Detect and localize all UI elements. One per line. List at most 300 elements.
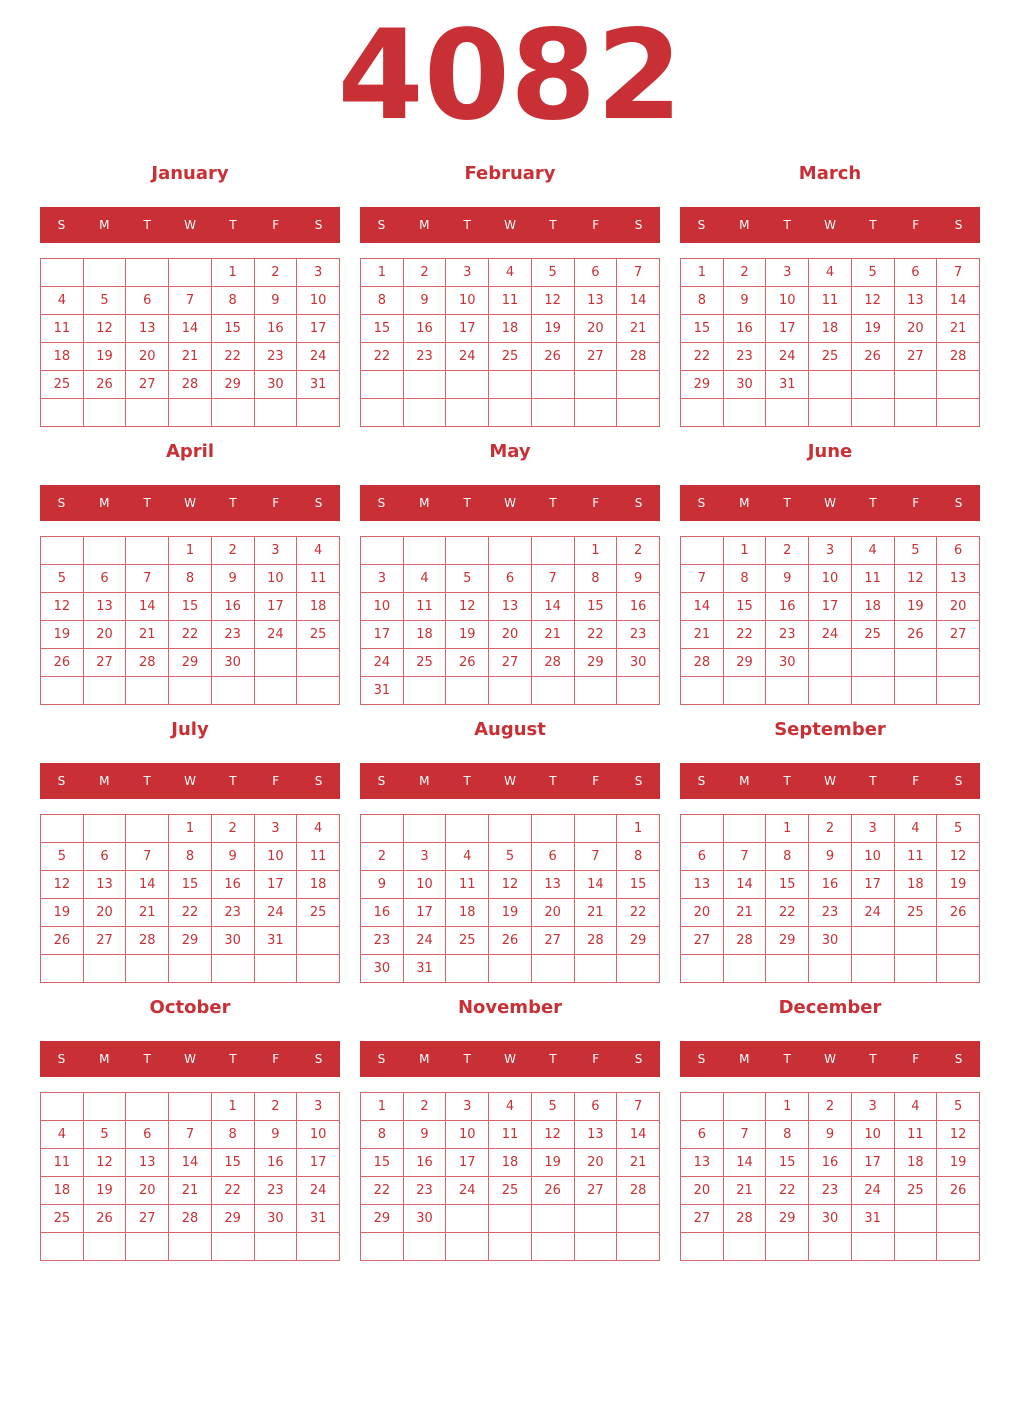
week-row (681, 1177, 980, 1205)
day-cell: 9 (254, 1121, 297, 1149)
week-row (41, 1205, 340, 1233)
day-cell: 19 (937, 871, 980, 899)
day-cell: 26 (531, 343, 574, 371)
day-cell: 25 (41, 371, 84, 399)
day-cell: 20 (83, 899, 126, 927)
day-cell: 8 (681, 287, 724, 315)
empty-day-cell (937, 1205, 980, 1233)
day-cell: 29 (681, 371, 724, 399)
weekday-header (360, 485, 660, 521)
empty-day-cell (254, 955, 297, 983)
day-cell: 17 (446, 1149, 489, 1177)
day-cell: 29 (211, 1205, 254, 1233)
weekday-label: T (143, 774, 151, 788)
day-cell: 8 (361, 287, 404, 315)
day-cell: 12 (446, 593, 489, 621)
day-cell: 20 (681, 899, 724, 927)
day-cell: 11 (41, 315, 84, 343)
day-cell: 29 (169, 649, 212, 677)
weekday-label: S (314, 774, 323, 788)
day-cell: 20 (531, 899, 574, 927)
day-cell: 19 (489, 899, 532, 927)
month-june (680, 438, 980, 716)
day-cell: 23 (766, 621, 809, 649)
day-cell: 21 (574, 899, 617, 927)
day-cell: 7 (531, 565, 574, 593)
day-cell: 14 (723, 1149, 766, 1177)
day-cell: 21 (723, 899, 766, 927)
weekday-label: S (634, 774, 643, 788)
empty-day-cell (723, 1233, 766, 1261)
day-cell: 29 (766, 927, 809, 955)
day-cell: 31 (297, 371, 340, 399)
day-cell: 29 (211, 371, 254, 399)
day-cell: 21 (681, 621, 724, 649)
week-row (361, 1177, 660, 1205)
empty-day-cell (531, 955, 574, 983)
day-cell: 31 (254, 927, 297, 955)
day-cell: 10 (254, 843, 297, 871)
days-table (40, 536, 340, 705)
empty-day-cell (617, 399, 660, 427)
day-cell: 11 (403, 593, 446, 621)
day-cell: 3 (851, 1093, 894, 1121)
day-cell: 27 (83, 927, 126, 955)
day-cell: 5 (41, 565, 84, 593)
month-name: November (457, 997, 563, 1018)
empty-day-cell (297, 399, 340, 427)
day-cell: 5 (83, 1121, 126, 1149)
day-cell: 27 (681, 927, 724, 955)
day-cell: 7 (169, 1121, 212, 1149)
weekday-label: T (229, 218, 237, 232)
month-name: April (165, 441, 215, 462)
weekday-label: F (272, 1052, 280, 1066)
month-october (40, 994, 340, 1272)
weekday-label: W (504, 1052, 516, 1066)
week-row (681, 649, 980, 677)
day-cell: 23 (809, 899, 852, 927)
day-cell: 18 (851, 593, 894, 621)
day-cell: 28 (937, 343, 980, 371)
week-row (361, 287, 660, 315)
empty-day-cell (83, 1233, 126, 1261)
week-row (361, 593, 660, 621)
empty-day-cell (41, 1093, 84, 1121)
day-cell: 31 (403, 955, 446, 983)
empty-day-cell (681, 677, 724, 705)
empty-day-cell (681, 955, 724, 983)
day-cell: 9 (766, 565, 809, 593)
empty-day-cell (83, 677, 126, 705)
weekday-header (40, 207, 340, 243)
day-cell: 6 (574, 259, 617, 287)
day-cell: 13 (126, 1149, 169, 1177)
empty-day-cell (446, 1233, 489, 1261)
day-cell: 9 (211, 565, 254, 593)
day-cell: 15 (361, 315, 404, 343)
day-cell: 21 (126, 899, 169, 927)
day-cell: 10 (446, 287, 489, 315)
day-cell: 20 (574, 315, 617, 343)
weekday-header (40, 1041, 340, 1077)
empty-day-cell (723, 955, 766, 983)
empty-day-cell (83, 1093, 126, 1121)
empty-day-cell (574, 677, 617, 705)
empty-day-cell (446, 371, 489, 399)
week-row (361, 843, 660, 871)
weekday-label: M (739, 496, 750, 510)
day-cell: 9 (403, 1121, 446, 1149)
week-row (41, 1177, 340, 1205)
week-row (41, 1149, 340, 1177)
day-cell: 24 (403, 927, 446, 955)
day-cell: 21 (617, 315, 660, 343)
month-july (40, 716, 340, 994)
day-cell: 15 (211, 1149, 254, 1177)
day-cell: 10 (851, 1121, 894, 1149)
day-cell: 25 (809, 343, 852, 371)
weekday-label: T (229, 1052, 237, 1066)
empty-day-cell (809, 1233, 852, 1261)
empty-day-cell (41, 1233, 84, 1261)
day-cell: 3 (809, 537, 852, 565)
day-cell: 18 (403, 621, 446, 649)
day-cell: 23 (403, 1177, 446, 1205)
week-row (681, 371, 980, 399)
empty-day-cell (937, 1233, 980, 1261)
week-row (361, 899, 660, 927)
day-cell: 18 (41, 343, 84, 371)
day-cell: 3 (297, 259, 340, 287)
day-cell: 24 (297, 343, 340, 371)
day-cell: 11 (489, 287, 532, 315)
weekday-label: W (184, 774, 196, 788)
weekday-label: M (99, 774, 110, 788)
day-cell: 26 (41, 927, 84, 955)
empty-day-cell (446, 677, 489, 705)
week-row (681, 259, 980, 287)
day-cell: 10 (403, 871, 446, 899)
month-name: June (807, 441, 853, 462)
empty-day-cell (83, 955, 126, 983)
empty-day-cell (681, 1093, 724, 1121)
day-cell: 19 (83, 1177, 126, 1205)
day-cell: 17 (403, 899, 446, 927)
empty-day-cell (766, 955, 809, 983)
day-cell: 25 (851, 621, 894, 649)
empty-day-cell (126, 677, 169, 705)
day-cell: 26 (446, 649, 489, 677)
empty-day-cell (126, 1233, 169, 1261)
day-cell: 1 (211, 1093, 254, 1121)
week-row (681, 399, 980, 427)
month-march (680, 160, 980, 438)
day-cell: 17 (446, 315, 489, 343)
day-cell: 5 (489, 843, 532, 871)
day-cell: 24 (851, 1177, 894, 1205)
empty-day-cell (937, 955, 980, 983)
weekday-label: S (954, 1052, 963, 1066)
empty-day-cell (681, 815, 724, 843)
weekday-label: T (869, 1052, 877, 1066)
day-cell: 2 (211, 815, 254, 843)
day-cell: 25 (489, 1177, 532, 1205)
empty-day-cell (574, 371, 617, 399)
day-cell: 25 (894, 899, 937, 927)
day-cell: 22 (681, 343, 724, 371)
week-row (41, 343, 340, 371)
day-cell: 4 (489, 1093, 532, 1121)
week-row (361, 399, 660, 427)
day-cell: 20 (489, 621, 532, 649)
day-cell: 3 (766, 259, 809, 287)
day-cell: 1 (723, 537, 766, 565)
empty-day-cell (809, 649, 852, 677)
day-cell: 27 (126, 1205, 169, 1233)
empty-day-cell (894, 955, 937, 983)
empty-day-cell (894, 1233, 937, 1261)
day-cell: 23 (617, 621, 660, 649)
week-row (361, 1149, 660, 1177)
weekday-header (360, 207, 660, 243)
week-row (361, 621, 660, 649)
day-cell: 7 (617, 259, 660, 287)
empty-day-cell (297, 677, 340, 705)
day-cell: 26 (937, 1177, 980, 1205)
week-row (41, 1121, 340, 1149)
weekday-label: S (634, 218, 643, 232)
day-cell: 10 (766, 287, 809, 315)
empty-day-cell (403, 537, 446, 565)
day-cell: 4 (446, 843, 489, 871)
empty-day-cell (254, 1233, 297, 1261)
week-row (41, 1093, 340, 1121)
empty-day-cell (126, 259, 169, 287)
day-cell: 12 (489, 871, 532, 899)
week-row (681, 927, 980, 955)
day-cell: 12 (41, 593, 84, 621)
day-cell: 2 (766, 537, 809, 565)
week-row (681, 1205, 980, 1233)
weekday-label: M (99, 1052, 110, 1066)
weekday-label: T (549, 774, 557, 788)
day-cell: 10 (851, 843, 894, 871)
day-cell: 9 (723, 287, 766, 315)
day-cell: 4 (297, 815, 340, 843)
day-cell: 25 (297, 621, 340, 649)
day-cell: 16 (361, 899, 404, 927)
day-cell: 28 (617, 1177, 660, 1205)
empty-day-cell (617, 1205, 660, 1233)
week-row (681, 815, 980, 843)
day-cell: 28 (617, 343, 660, 371)
day-cell: 20 (937, 593, 980, 621)
day-cell: 2 (254, 259, 297, 287)
empty-day-cell (254, 649, 297, 677)
day-cell: 28 (169, 1205, 212, 1233)
day-cell: 23 (254, 1177, 297, 1205)
day-cell: 23 (809, 1177, 852, 1205)
empty-day-cell (723, 815, 766, 843)
weekday-label: T (869, 218, 877, 232)
weekday-label: W (184, 496, 196, 510)
day-cell: 12 (41, 871, 84, 899)
weekday-label: S (697, 218, 706, 232)
day-cell: 6 (937, 537, 980, 565)
empty-day-cell (937, 649, 980, 677)
day-cell: 21 (126, 621, 169, 649)
empty-day-cell (297, 649, 340, 677)
empty-day-cell (41, 399, 84, 427)
month-september (680, 716, 980, 994)
month-april (40, 438, 340, 716)
empty-day-cell (681, 399, 724, 427)
day-cell: 26 (531, 1177, 574, 1205)
days-table (360, 258, 660, 427)
day-cell: 29 (574, 649, 617, 677)
day-cell: 18 (297, 871, 340, 899)
day-cell: 14 (937, 287, 980, 315)
days-table (40, 1092, 340, 1261)
day-cell: 30 (361, 955, 404, 983)
days-table (40, 814, 340, 983)
day-cell: 9 (617, 565, 660, 593)
week-row (361, 1233, 660, 1261)
day-cell: 12 (894, 565, 937, 593)
day-cell: 2 (809, 815, 852, 843)
day-cell: 6 (894, 259, 937, 287)
empty-day-cell (169, 259, 212, 287)
day-cell: 8 (617, 843, 660, 871)
day-cell: 30 (617, 649, 660, 677)
weekday-label: T (783, 1052, 791, 1066)
day-cell: 14 (169, 1149, 212, 1177)
day-cell: 18 (894, 871, 937, 899)
day-cell: 14 (169, 315, 212, 343)
week-row (681, 955, 980, 983)
day-cell: 8 (211, 1121, 254, 1149)
day-cell: 13 (681, 1149, 724, 1177)
day-cell: 24 (851, 899, 894, 927)
day-cell: 30 (403, 1205, 446, 1233)
day-cell: 30 (809, 927, 852, 955)
day-cell: 8 (766, 1121, 809, 1149)
day-cell: 26 (937, 899, 980, 927)
day-cell: 5 (83, 287, 126, 315)
empty-day-cell (894, 649, 937, 677)
week-row (361, 955, 660, 983)
empty-day-cell (361, 815, 404, 843)
week-row (41, 871, 340, 899)
empty-day-cell (851, 677, 894, 705)
empty-day-cell (531, 1205, 574, 1233)
day-cell: 28 (126, 649, 169, 677)
day-cell: 17 (297, 1149, 340, 1177)
weekday-label: S (57, 496, 66, 510)
weekday-label: S (697, 1052, 706, 1066)
weekday-label: F (912, 774, 920, 788)
empty-day-cell (574, 399, 617, 427)
weekday-label: T (463, 774, 471, 788)
day-cell: 15 (766, 871, 809, 899)
month-name: September (774, 719, 886, 740)
day-cell: 28 (169, 371, 212, 399)
weekday-header (360, 763, 660, 799)
day-cell: 17 (254, 871, 297, 899)
day-cell: 9 (254, 287, 297, 315)
day-cell: 23 (403, 343, 446, 371)
day-cell: 8 (574, 565, 617, 593)
day-cell: 2 (617, 537, 660, 565)
day-cell: 15 (617, 871, 660, 899)
empty-day-cell (83, 537, 126, 565)
day-cell: 29 (361, 1205, 404, 1233)
day-cell: 4 (41, 287, 84, 315)
day-cell: 30 (211, 649, 254, 677)
day-cell: 24 (446, 1177, 489, 1205)
weekday-label: T (783, 774, 791, 788)
week-row (41, 621, 340, 649)
empty-day-cell (254, 677, 297, 705)
day-cell: 23 (361, 927, 404, 955)
weekday-label: W (824, 496, 836, 510)
day-cell: 16 (809, 1149, 852, 1177)
day-cell: 7 (617, 1093, 660, 1121)
day-cell: 26 (41, 649, 84, 677)
empty-day-cell (211, 677, 254, 705)
day-cell: 22 (211, 343, 254, 371)
day-cell: 20 (681, 1177, 724, 1205)
empty-day-cell (489, 537, 532, 565)
day-cell: 10 (809, 565, 852, 593)
day-cell: 21 (169, 1177, 212, 1205)
weekday-label: S (377, 218, 386, 232)
day-cell: 5 (894, 537, 937, 565)
empty-day-cell (297, 955, 340, 983)
empty-day-cell (169, 1233, 212, 1261)
weekday-label: T (229, 774, 237, 788)
empty-day-cell (531, 677, 574, 705)
weekday-header (680, 1041, 980, 1077)
day-cell: 22 (361, 1177, 404, 1205)
day-cell: 5 (531, 259, 574, 287)
day-cell: 17 (766, 315, 809, 343)
day-cell: 24 (254, 899, 297, 927)
day-cell: 27 (83, 649, 126, 677)
empty-day-cell (574, 1233, 617, 1261)
week-row (681, 593, 980, 621)
day-cell: 26 (83, 371, 126, 399)
day-cell: 13 (681, 871, 724, 899)
day-cell: 14 (681, 593, 724, 621)
week-row (361, 871, 660, 899)
weekday-label: M (419, 496, 430, 510)
week-row (361, 371, 660, 399)
empty-day-cell (723, 399, 766, 427)
weekday-label: F (912, 1052, 920, 1066)
weekday-label: M (99, 218, 110, 232)
weekday-label: W (504, 496, 516, 510)
day-cell: 7 (574, 843, 617, 871)
day-cell: 23 (723, 343, 766, 371)
day-cell: 9 (211, 843, 254, 871)
weekday-header (680, 763, 980, 799)
day-cell: 12 (531, 287, 574, 315)
day-cell: 25 (297, 899, 340, 927)
day-cell: 1 (681, 259, 724, 287)
week-row (361, 343, 660, 371)
